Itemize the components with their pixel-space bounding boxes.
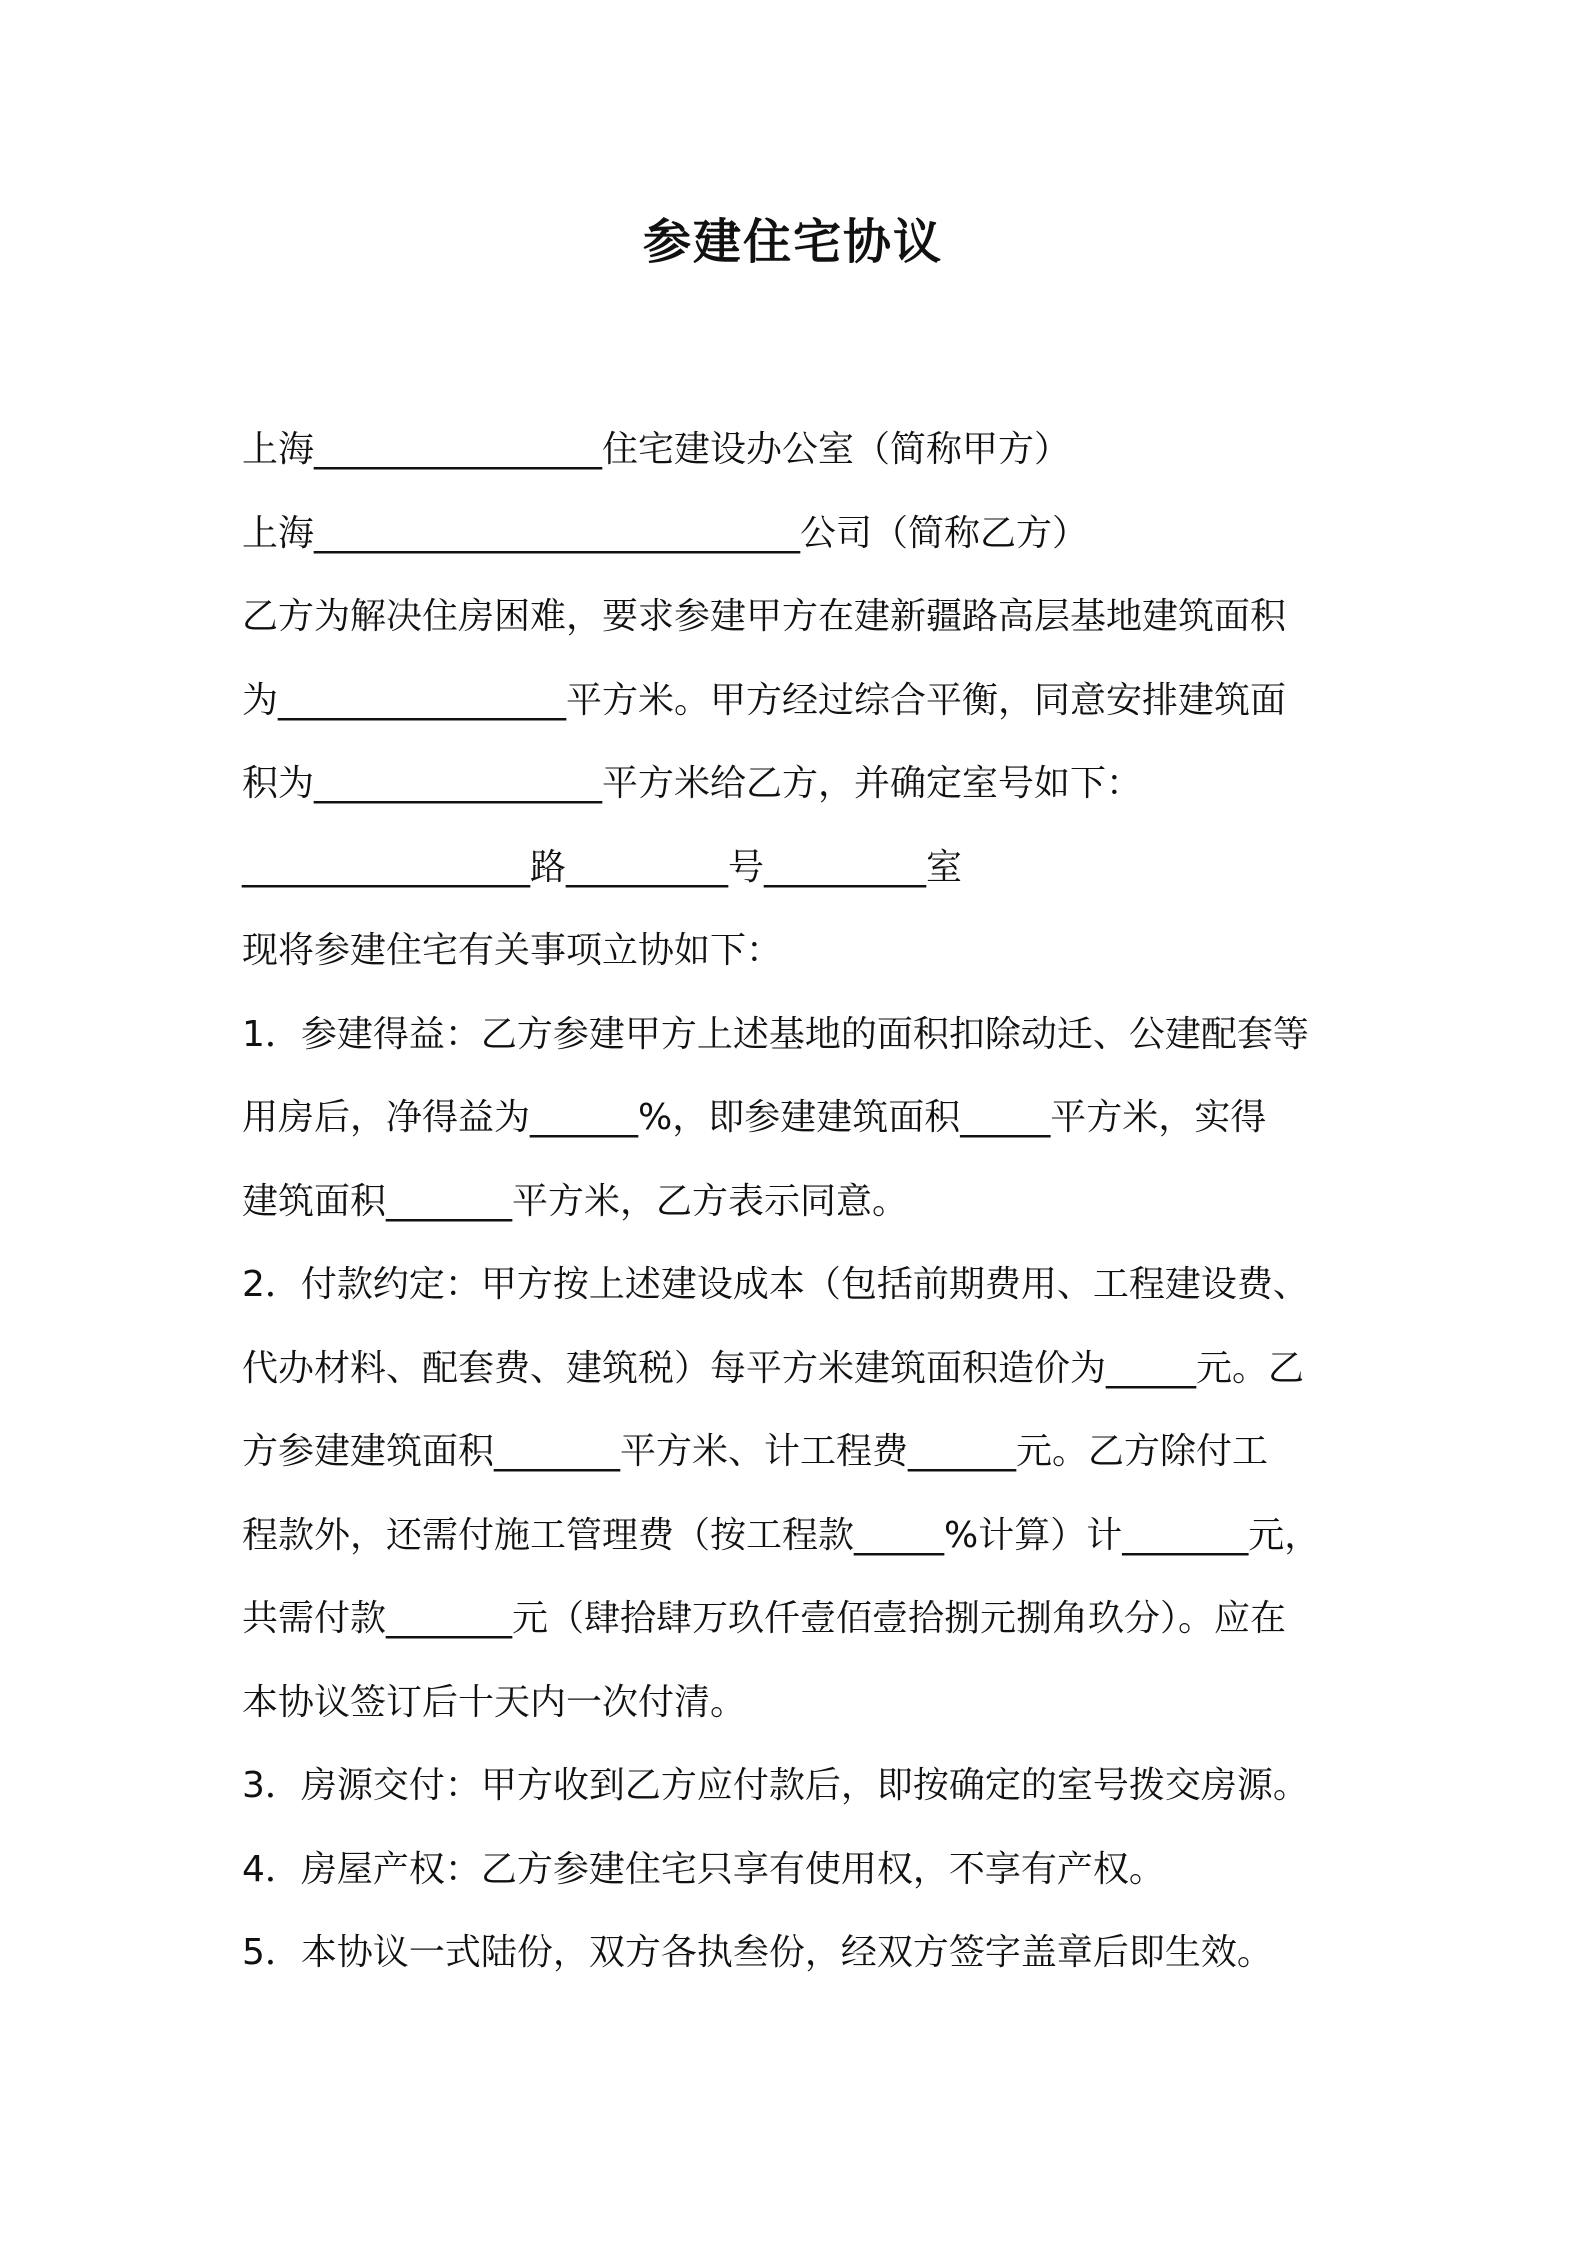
clause-1-line-2: 用房后，净得益为______%，即参建建筑面积_____平方米，实得: [242, 1097, 1267, 1138]
document-body: [242, 408, 1358, 1995]
clause-1-line-3: 建筑面积_______平方米，乙方表示同意。: [242, 1180, 909, 1222]
clause-2-line-4: 程款外，还需付施工管理费（按工程款_____%计算）计_______元，: [242, 1514, 1321, 1556]
clause-2-line-1: 2．付款约定：甲方按上述建设成本（包括前期费用、工程建设费、: [242, 1264, 1309, 1305]
room-address-line: ________________路_________号_________室: [242, 846, 962, 888]
clause-3-line: 3．房源交付：甲方收到乙方应付款后，即按确定的室号拨交房源。: [242, 1765, 1309, 1806]
clause-4-line: 4．房屋产权：乙方参建住宅只享有使用权，不享有产权。: [242, 1848, 1165, 1890]
intro-line-2: 为________________平方米。甲方经过综合平衡，同意安排建筑面: [242, 679, 1287, 721]
terms-intro-line: 现将参建住宅有关事项立协如下：: [242, 930, 783, 971]
clause-5-line: 5．本协议一式陆份，双方各执叁份，经双方签字盖章后即生效。: [242, 1932, 1273, 1973]
document-title: 参建住宅协议: [642, 214, 943, 270]
clause-2-line-2: 代办材料、配套费、建筑税）每平方米建筑面积造价为_____元。乙: [242, 1347, 1305, 1389]
party-a-line: 上海________________住宅建设办公室（简称甲方）: [242, 429, 1071, 470]
intro-line-3: 积为________________平方米给乙方，并确定室号如下：: [242, 763, 1143, 804]
clause-2-line-5: 共需付款_______元（肆拾肆万玖仟壹佰壹拾捌元捌角玖分）。应在: [242, 1598, 1287, 1639]
intro-line-1: 乙方为解决住房困难，要求参建甲方在建新疆路高层基地建筑面积: [242, 596, 1287, 637]
clause-2-line-6: 本协议签订后十天内一次付清。: [242, 1681, 747, 1723]
clause-1-line-1: 1．参建得益：乙方参建甲方上述基地的面积扣除动迁、公建配套等: [242, 1013, 1309, 1055]
clause-2-line-3: 方参建建筑面积_______平方米、计工程费______元。乙方除付工: [242, 1431, 1269, 1472]
party-b-line: 上海___________________________公司（简称乙方）: [242, 512, 1089, 554]
